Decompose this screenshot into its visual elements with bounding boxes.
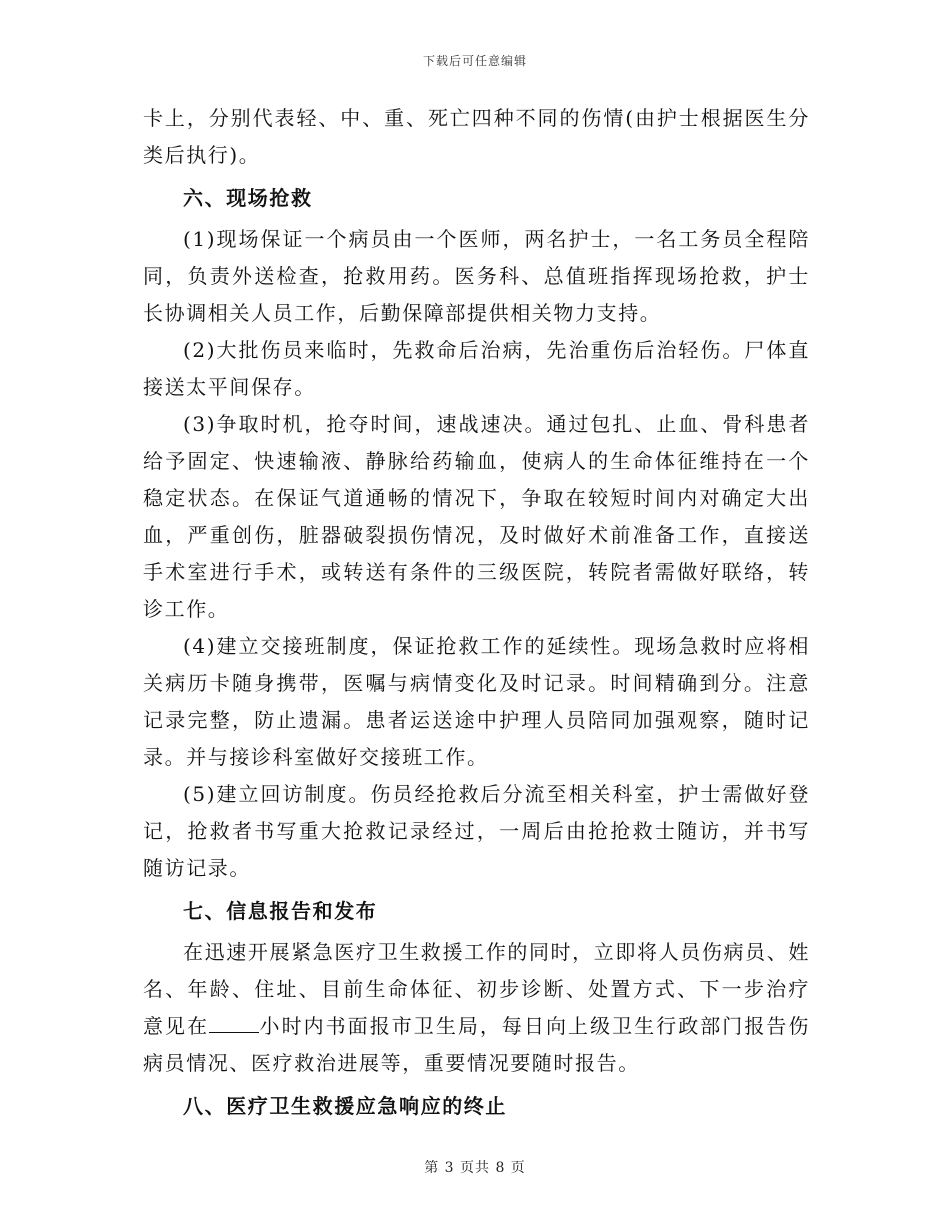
document-body xyxy=(143,100,810,1129)
fill-in-blank xyxy=(209,1014,259,1033)
paragraph-continuation: 卡上，分别代表轻、中、重、死亡四种不同的伤情(由护士根据医生分类后执行)。 xyxy=(143,106,810,167)
section-heading-8: 八、医疗卫生救援应急响应的终止 xyxy=(183,1094,507,1118)
paragraph-item-1: (1)现场保证一个病员由一个医师，两名护士，一名工务员全程陪同，负责外送检查，抢救用药。医务科、总值班指挥现场抢救，护士长协调相关人员工作，后勤保障部提供相关物力支持。 xyxy=(143,227,810,325)
section-heading-6: 六、现场抢救 xyxy=(183,186,313,210)
paragraph-item-3: (3)争取时机，抢夺时间，速战速决。通过包扎、止血、骨科患者给予固定、快速输液、静脉给药输血，使病人的生命体征维持在一个稳定状态。在保证气道通畅的情况下，争取在较短时间内对确定大出血，严重创伤，脏器破裂损伤情况，及时做好术前准备工作，直接送手术室进行手术，或转送有条件的三级医院，转院者需做好联络，转诊工作。 xyxy=(143,412,810,621)
page-footer: 第 3 页共 8 页 xyxy=(424,1160,526,1176)
paragraph-item-2: (2)大批伤员来临时，先救命后治病，先治重伤后治轻伤。尸体直接送太平间保存。 xyxy=(143,338,810,399)
paragraph-item-4: (4)建立交接班制度，保证抢救工作的延续性。现场急救时应将相关病历卡随身携带，医嘱与病情变化及时记录。时间精确到分。注意记录完整，防止遗漏。患者运送途中护理人员陪同加强观察，随时记录。并与接诊科室做好交接班工作。 xyxy=(143,634,810,769)
info-report-text-after-blank: 小时内书面报市卫生局，每日向上级卫生行政部门报告伤病员情况、医疗救治进展等，重要情况要随时报告。 xyxy=(143,1014,810,1075)
info-report-text-before-blank: 在迅速开展紧急医疗卫生救援工作的同时，立即将人员伤病员、姓名、年龄、住址、目前生命体征、初步诊断、处置方式、下一步治疗意见在 xyxy=(143,940,810,1038)
paragraph-item-5: (5)建立回访制度。伤员经抢救后分流至相关科室，护士需做好登记，抢救者书写重大抢救记录经过，一周后由抢抢救士随访，并书写随访记录。 xyxy=(143,782,810,880)
page-header: 下载后可任意编辑 xyxy=(422,54,527,68)
paragraph-info-report xyxy=(143,934,810,1082)
section-heading-7: 七、信息报告和发布 xyxy=(183,899,378,923)
